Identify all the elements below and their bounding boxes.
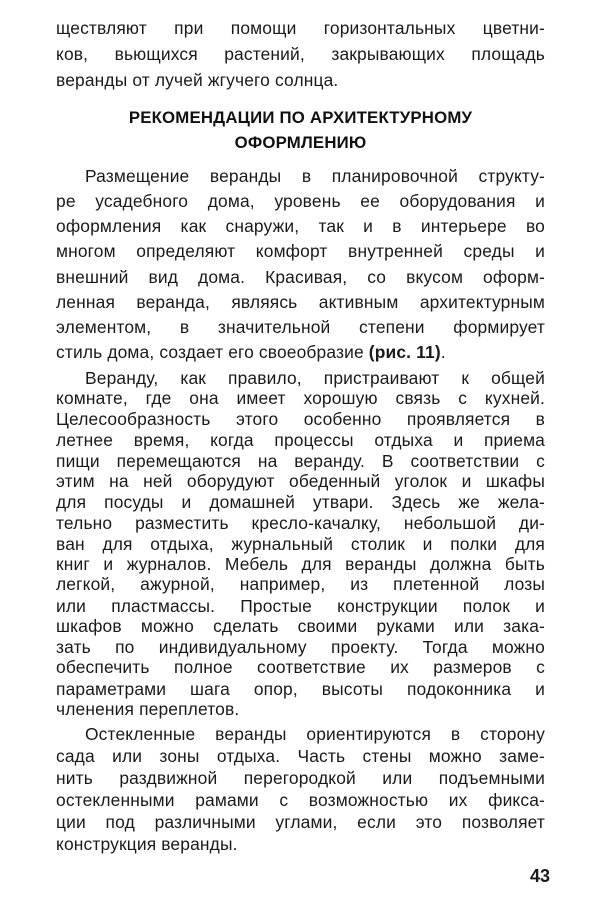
text-line: тельно разместить кресло-качалку, небольшой ди-	[56, 513, 545, 533]
text-line: ков, вьющихся растений, закрывающих площадь	[56, 44, 545, 64]
text-line: комнате, где она имеет хорошую связь с кухней.	[56, 388, 545, 408]
text-line: пищи перемещаются на веранду. В соответствии с	[56, 451, 545, 471]
text-line: нить раздвижной перегородкой или подъемными	[56, 768, 545, 788]
text-line: книг и журналов. Мебель для веранды должна быть	[56, 554, 545, 574]
text-line: этим на ней оборудуют обеденный уголок и шкафы	[56, 471, 545, 491]
text-line: элементом, в значительной степени формирует	[56, 317, 545, 337]
text-line: внешний вид дома. Красивая, со вкусом оформ-	[56, 267, 545, 287]
text-line: ленная веранда, являясь активным архитектурным	[56, 292, 545, 312]
text-line: легкой, ажурной, например, из плетенной лозы	[56, 574, 545, 594]
text-line: шкафов можно сделать своими руками или зака-	[56, 616, 545, 636]
text-line: членения переплетов.	[56, 699, 240, 719]
section-heading-line: ОФОРМЛЕНИЮ	[234, 133, 367, 152]
text-line: ществляют при помощи горизонтальных цветни-	[56, 18, 545, 38]
text-line: многом определяют комфорт внутренней среды и	[56, 241, 545, 261]
figure-reference: (рис. 11)	[368, 342, 441, 362]
text-line: Размещение веранды в планировочной структу-	[85, 166, 545, 186]
text-line-with-figure-ref	[56, 341, 545, 363]
text-line: Целесообразность этого особенно проявляется в	[56, 409, 545, 429]
text-line: зать по индивидуальному проекту. Тогда можно	[56, 637, 545, 657]
text-fragment: .	[440, 342, 446, 362]
text-line: ции под различными углами, если это позволяет	[56, 812, 545, 832]
text-line: параметрами шага опор, высоты подоконника и	[56, 679, 545, 699]
text-line: Остекленные веранды ориентируются в сторону	[85, 724, 545, 744]
text-line: сада или зоны отдыха. Часть стены можно заме-	[56, 746, 545, 766]
text-line: летнее время, когда процессы отдыха и приема	[56, 430, 545, 450]
text-line: Веранду, как правило, пристраивают к общей	[85, 368, 545, 388]
text-line: оформления как снаружи, так и в интерьере во	[56, 216, 545, 236]
text-line: веранды от лучей жгучего солнца.	[56, 70, 339, 90]
section-heading-line: РЕКОМЕНДАЦИИ ПО АРХИТЕКТУРНОМУ	[128, 108, 473, 127]
text-line: конструкция веранды.	[56, 834, 238, 854]
text-line: или пластмассы. Простые конструкции полок и	[56, 596, 545, 616]
text-line: ван для отдыха, журнальный столик и полки для	[56, 534, 545, 554]
text-line: для посуды и домашней утвари. Здесь же жела-	[56, 492, 545, 512]
text-line: ре усадебного дома, уровень ее оборудования и	[56, 191, 545, 211]
text-fragment: стиль дома, создает его своеобразие	[56, 342, 369, 362]
text-line: остекленными рамами с возможностью их фикса-	[56, 790, 545, 810]
page-number: 43	[529, 866, 550, 886]
text-line: обеспечить полное соответствие их размеров с	[56, 657, 545, 677]
